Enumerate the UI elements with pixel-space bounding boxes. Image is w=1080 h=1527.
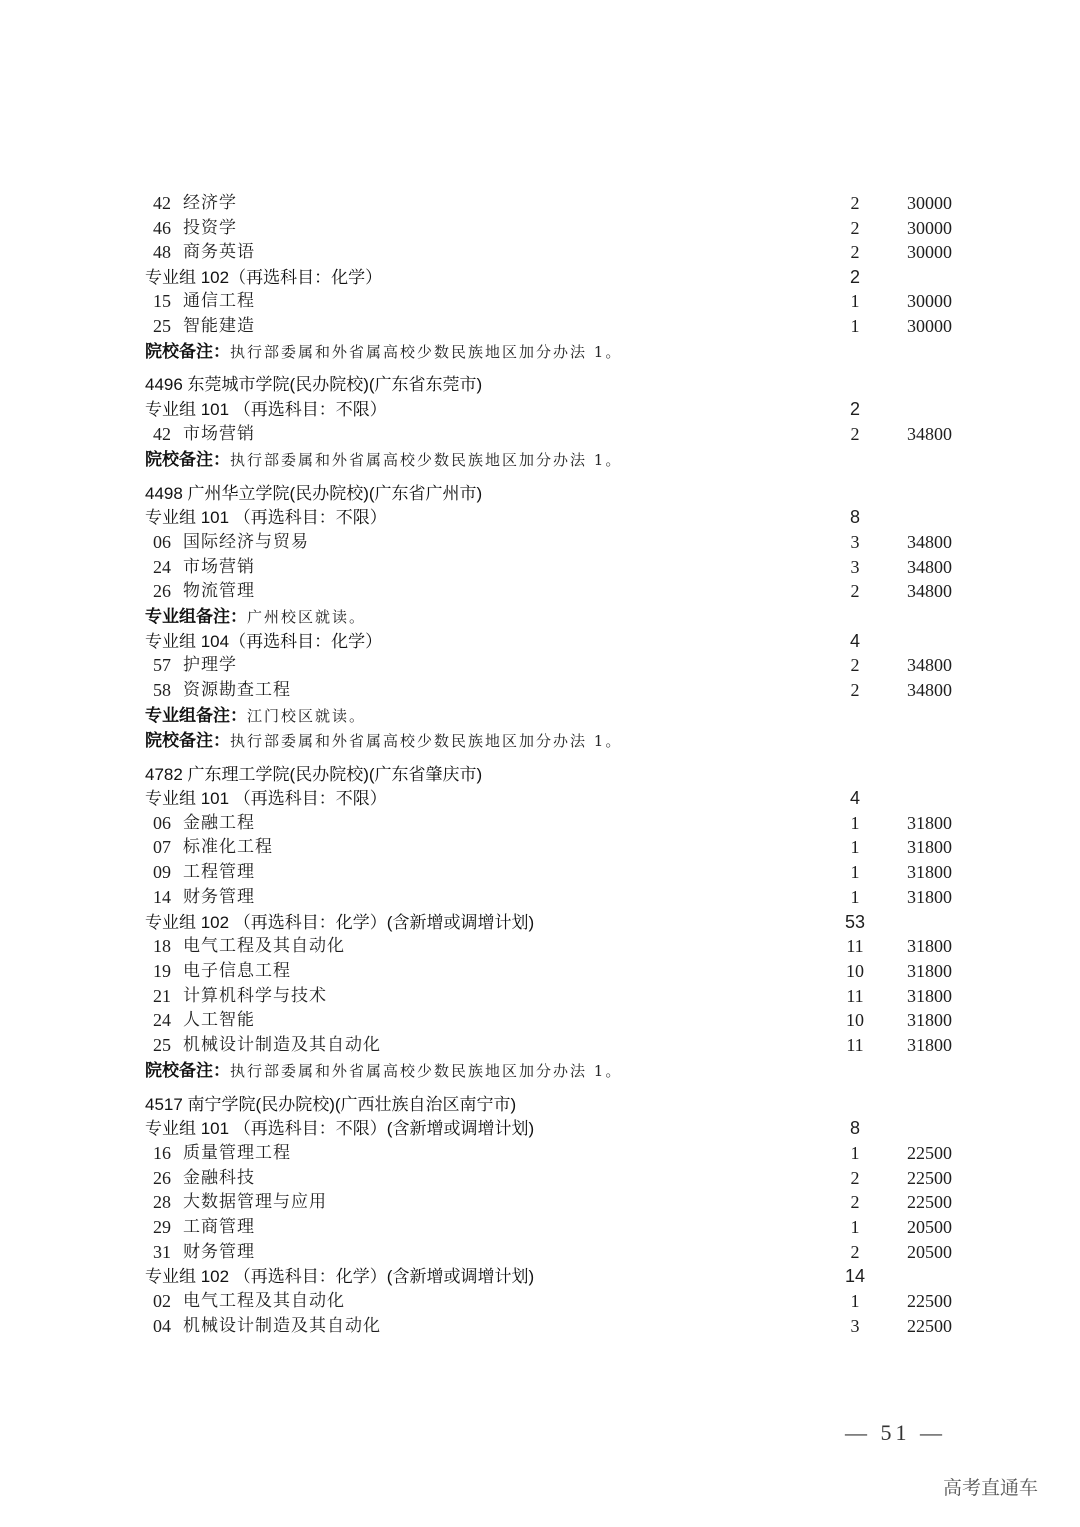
major-code: 24 [153, 1010, 171, 1030]
institution-label: 4517 南宁学院(民办院校)(广西壮族自治区南宁市) [145, 1095, 517, 1114]
group-plan-count: 8 [849, 507, 860, 527]
institution-header [145, 1092, 965, 1116]
major-name: 金融科技 [183, 1168, 255, 1188]
major-code: 09 [153, 862, 171, 882]
tuition-fee: 31800 [907, 813, 952, 833]
major-code: 16 [153, 1143, 171, 1163]
tuition-fee: 30000 [907, 291, 952, 311]
major-group-label: 专业组 102 （再选科目：化学）(含新增或调增计划) [145, 1267, 535, 1286]
major-row [145, 835, 965, 859]
major-row [145, 314, 965, 338]
group-plan-count: 8 [849, 1118, 860, 1138]
major-row [145, 289, 965, 313]
remark-row [145, 339, 965, 363]
remark-text: 执行部委属和外省属高校少数民族地区加分办法 1。 [230, 732, 623, 750]
major-name: 机械设计制造及其自动化 [183, 1035, 381, 1055]
tuition-fee: 34800 [907, 557, 952, 577]
tuition-fee: 31800 [907, 986, 952, 1006]
plan-count: 1 [850, 1217, 860, 1237]
major-row [145, 885, 965, 909]
major-code: 04 [153, 1316, 171, 1336]
remark-text: 广州校区就读。 [247, 608, 367, 626]
major-name: 资源勘查工程 [183, 680, 291, 700]
plan-count: 3 [850, 557, 860, 577]
major-code: 48 [153, 242, 171, 262]
major-name: 质量管理工程 [183, 1143, 291, 1163]
major-name: 电气工程及其自动化 [183, 936, 345, 956]
group-plan-count: 4 [849, 631, 860, 651]
plan-count: 1 [850, 1143, 860, 1163]
plan-count: 2 [850, 581, 860, 601]
major-code: 24 [153, 557, 171, 577]
remark-row [145, 703, 965, 727]
tuition-fee: 31800 [907, 936, 952, 956]
remark-text: 执行部委属和外省属高校少数民族地区加分办法 1。 [230, 1062, 623, 1080]
plan-count: 11 [846, 936, 864, 956]
remark-label: 专业组备注： [145, 607, 247, 626]
remark-label: 院校备注： [145, 731, 230, 750]
plan-count: 2 [850, 1168, 860, 1188]
major-group-label: 专业组 101 （再选科目：不限） [145, 789, 387, 808]
group-plan-count: 2 [849, 267, 860, 287]
institution-label: 4498 广州华立学院(民办院校)(广东省广州市) [145, 484, 483, 503]
major-name: 国际经济与贸易 [183, 532, 309, 552]
major-code: 25 [153, 1035, 171, 1055]
major-group-label: 专业组 101 （再选科目：不限）(含新增或调增计划) [145, 1119, 535, 1138]
major-row [145, 1166, 965, 1190]
remark-label: 院校备注： [145, 1061, 230, 1080]
major-code: 28 [153, 1192, 171, 1212]
tuition-fee: 31800 [907, 887, 952, 907]
remark-text: 执行部委属和外省属高校少数民族地区加分办法 1。 [230, 343, 623, 361]
major-name: 金融工程 [183, 813, 255, 833]
major-group-label: 专业组 101 （再选科目：不限） [145, 508, 387, 527]
remark-text: 江门校区就读。 [247, 707, 367, 725]
major-row [145, 216, 965, 240]
major-name: 工商管理 [183, 1217, 255, 1237]
group-plan-count: 4 [849, 788, 860, 808]
major-name: 电气工程及其自动化 [183, 1291, 345, 1311]
major-group-row [145, 910, 965, 934]
major-row [145, 1141, 965, 1165]
tuition-fee: 34800 [907, 424, 952, 444]
major-code: 46 [153, 218, 171, 238]
tuition-fee: 31800 [907, 837, 952, 857]
major-name: 计算机科学与技术 [183, 986, 327, 1006]
major-row [145, 984, 965, 1008]
plan-count: 1 [850, 291, 860, 311]
tuition-fee: 31800 [907, 1010, 952, 1030]
tuition-fee: 31800 [907, 862, 952, 882]
major-row [145, 1190, 965, 1214]
major-code: 06 [153, 813, 171, 833]
plan-count: 10 [846, 961, 864, 981]
major-row [145, 1289, 965, 1313]
plan-count: 2 [850, 680, 860, 700]
remark-row [145, 447, 965, 471]
remark-row [145, 1058, 965, 1082]
plan-count: 2 [850, 1192, 860, 1212]
group-plan-count: 53 [844, 912, 866, 932]
major-code: 15 [153, 291, 171, 311]
page-number: — 51 — [845, 1420, 946, 1445]
major-row [145, 1215, 965, 1239]
major-row [145, 530, 965, 554]
major-code: 58 [153, 680, 171, 700]
major-code: 26 [153, 1168, 171, 1188]
tuition-fee: 22500 [907, 1143, 952, 1163]
major-name: 经济学 [183, 193, 237, 213]
plan-count: 1 [850, 1291, 860, 1311]
plan-count: 1 [850, 837, 860, 857]
watermark-text: 高考直通车 [943, 1477, 1039, 1499]
institution-label: 4496 东莞城市学院(民办院校)(广东省东莞市) [145, 375, 483, 394]
plan-count: 10 [846, 1010, 864, 1030]
institution-label: 4782 广东理工学院(民办院校)(广东省肇庆市) [145, 765, 483, 784]
remark-row [145, 728, 965, 752]
remark-label: 院校备注： [145, 450, 230, 469]
remark-label: 院校备注： [145, 342, 230, 361]
major-code: 29 [153, 1217, 171, 1237]
tuition-fee: 30000 [907, 242, 952, 262]
plan-count: 2 [850, 424, 860, 444]
plan-count: 11 [846, 1035, 864, 1055]
major-code: 26 [153, 581, 171, 601]
major-group-row [145, 1116, 965, 1140]
major-name: 标准化工程 [183, 837, 273, 857]
tuition-fee: 22500 [907, 1168, 952, 1188]
tuition-fee: 22500 [907, 1291, 952, 1311]
major-code: 31 [153, 1242, 171, 1262]
tuition-fee: 31800 [907, 1035, 952, 1055]
major-name: 工程管理 [183, 862, 255, 882]
plan-count: 3 [850, 1316, 860, 1336]
tuition-fee: 30000 [907, 316, 952, 336]
major-code: 42 [153, 193, 171, 213]
major-code: 06 [153, 532, 171, 552]
remark-row [145, 604, 965, 628]
major-name: 电子信息工程 [183, 961, 291, 981]
major-group-label: 专业组 101 （再选科目：不限） [145, 400, 387, 419]
major-group-label: 专业组 102（再选科目：化学） [145, 268, 383, 287]
major-code: 18 [153, 936, 171, 956]
major-name: 通信工程 [183, 291, 255, 311]
plan-count: 2 [850, 1242, 860, 1262]
major-group-row [145, 786, 965, 810]
plan-count: 2 [850, 655, 860, 675]
major-row [145, 1314, 965, 1338]
major-row [145, 678, 965, 702]
major-row [145, 579, 965, 603]
major-group-row [145, 1264, 965, 1288]
tuition-fee: 20500 [907, 1217, 952, 1237]
major-code: 42 [153, 424, 171, 444]
institution-header [145, 762, 965, 786]
remark-label: 专业组备注： [145, 706, 247, 725]
tuition-fee: 20500 [907, 1242, 952, 1262]
major-code: 19 [153, 961, 171, 981]
major-row [145, 1240, 965, 1264]
tuition-fee: 34800 [907, 655, 952, 675]
major-group-row [145, 265, 965, 289]
plan-count: 1 [850, 862, 860, 882]
tuition-fee: 34800 [907, 532, 952, 552]
major-code: 14 [153, 887, 171, 907]
plan-count: 2 [850, 218, 860, 238]
major-row [145, 811, 965, 835]
major-group-label: 专业组 102 （再选科目：化学）(含新增或调增计划) [145, 913, 535, 932]
plan-count: 1 [850, 887, 860, 907]
major-code: 07 [153, 837, 171, 857]
major-code: 25 [153, 316, 171, 336]
tuition-fee: 22500 [907, 1192, 952, 1212]
major-row [145, 653, 965, 677]
major-name: 市场营销 [183, 424, 255, 444]
major-name: 护理学 [183, 655, 237, 675]
major-row [145, 959, 965, 983]
plan-count: 3 [850, 532, 860, 552]
plan-count: 1 [850, 813, 860, 833]
tuition-fee: 22500 [907, 1316, 952, 1336]
major-name: 投资学 [183, 218, 237, 238]
major-name: 人工智能 [183, 1010, 255, 1030]
major-row [145, 1033, 965, 1057]
major-group-row [145, 505, 965, 529]
major-name: 财务管理 [183, 1242, 255, 1262]
major-row [145, 555, 965, 579]
major-row [145, 934, 965, 958]
plan-count: 2 [850, 242, 860, 262]
major-row [145, 860, 965, 884]
major-name: 市场营销 [183, 557, 255, 577]
major-group-row [145, 397, 965, 421]
major-row [145, 1008, 965, 1032]
major-code: 02 [153, 1291, 171, 1311]
plan-count: 1 [850, 316, 860, 336]
tuition-fee: 31800 [907, 961, 952, 981]
major-group-label: 专业组 104（再选科目：化学） [145, 632, 383, 651]
remark-text: 执行部委属和外省属高校少数民族地区加分办法 1。 [230, 451, 623, 469]
tuition-fee: 34800 [907, 581, 952, 601]
group-plan-count: 2 [849, 399, 860, 419]
major-code: 21 [153, 986, 171, 1006]
major-group-row [145, 629, 965, 653]
major-name: 机械设计制造及其自动化 [183, 1316, 381, 1336]
major-row [145, 191, 965, 215]
group-plan-count: 14 [844, 1266, 866, 1286]
plan-count: 11 [846, 986, 864, 1006]
tuition-fee: 30000 [907, 193, 952, 213]
major-row [145, 422, 965, 446]
major-code: 57 [153, 655, 171, 675]
major-row [145, 240, 965, 264]
major-name: 物流管理 [183, 581, 255, 601]
major-name: 商务英语 [183, 242, 255, 262]
institution-header [145, 481, 965, 505]
plan-count: 2 [850, 193, 860, 213]
tuition-fee: 30000 [907, 218, 952, 238]
tuition-fee: 34800 [907, 680, 952, 700]
major-name: 智能建造 [183, 316, 255, 336]
institution-header [145, 372, 965, 396]
major-name: 大数据管理与应用 [183, 1192, 327, 1212]
major-name: 财务管理 [183, 887, 255, 907]
